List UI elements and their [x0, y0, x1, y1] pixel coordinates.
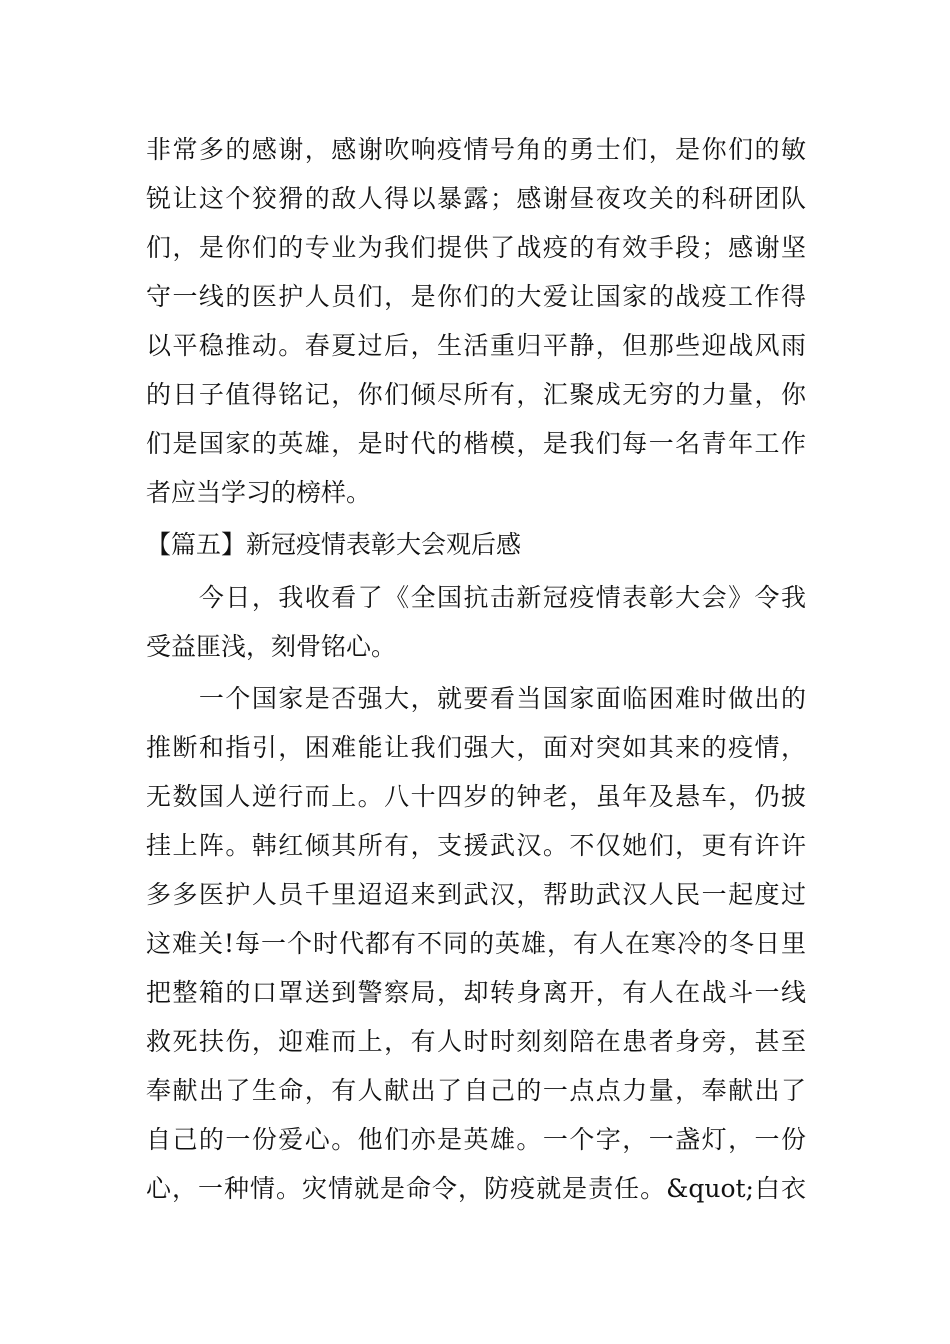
paragraph-3-line-2: 推断和指引，困难能让我们强大，面对突如其来的疫情， [146, 733, 806, 762]
paragraph-3-line-10: 自己的一份爱心。他们亦是英雄。一个字，一盏灯，一份 [146, 1125, 806, 1154]
paragraph-3-line-8: 救死扶伤，迎难而上，有人时时刻刻陪在患者身旁，甚至 [146, 1027, 806, 1056]
paragraph-2-line-2: 受益匪浅，刻骨铭心。 [146, 632, 397, 661]
paragraph-3-line-5: 多多医护人员千里迢迢来到武汉，帮助武汉人民一起度过 [146, 880, 806, 909]
paragraph-3-line-11: 心，一种情。灾情就是命令，防疫就是责任。&quot;白衣 [146, 1174, 806, 1203]
paragraph-3-line-7: 把整箱的口罩送到警察局，却转身离开，有人在战斗一线 [146, 978, 806, 1007]
paragraph-1-line-2: 锐让这个狡猾的敌人得以暴露；感谢昼夜攻关的科研团队 [146, 184, 806, 213]
paragraph-1-line-4: 守一线的医护人员们，是你们的大爱让国家的战疫工作得 [146, 282, 806, 311]
paragraph-1-line-8: 者应当学习的榜样。 [146, 478, 372, 507]
paragraph-2-line-1: 今日，我收看了《全国抗击新冠疫情表彰大会》令我 [146, 583, 806, 612]
paragraph-3-line-1: 一个国家是否强大，就要看当国家面临困难时做出的 [146, 684, 806, 713]
paragraph-3-line-3: 无数国人逆行而上。八十四岁的钟老，虽年及悬车，仍披 [146, 782, 806, 811]
paragraph-1-line-5: 以平稳推动。春夏过后，生活重归平静，但那些迎战风雨 [146, 331, 806, 360]
paragraph-1-line-1: 非常多的感谢，感谢吹响疫情号角的勇士们，是你们的敏 [146, 135, 806, 164]
paragraph-1-line-3: 们，是你们的专业为我们提供了战疫的有效手段；感谢坚 [146, 233, 806, 262]
paragraph-1-line-6: 的日子值得铭记，你们倾尽所有，汇聚成无穷的力量，你 [146, 380, 806, 409]
paragraph-3-line-9: 奉献出了生命，有人献出了自己的一点点力量，奉献出了 [146, 1076, 806, 1105]
paragraph-3-line-6: 这难关!每一个时代都有不同的英雄，有人在寒冷的冬日里 [146, 929, 806, 958]
paragraph-3-line-4: 挂上阵。韩红倾其所有，支援武汉。不仅她们，更有许许 [146, 831, 806, 860]
paragraph-1-line-7: 们是国家的英雄，是时代的楷模，是我们每一名青年工作 [146, 429, 806, 458]
section-heading: 【篇五】新冠疫情表彰大会观后感 [146, 530, 522, 559]
